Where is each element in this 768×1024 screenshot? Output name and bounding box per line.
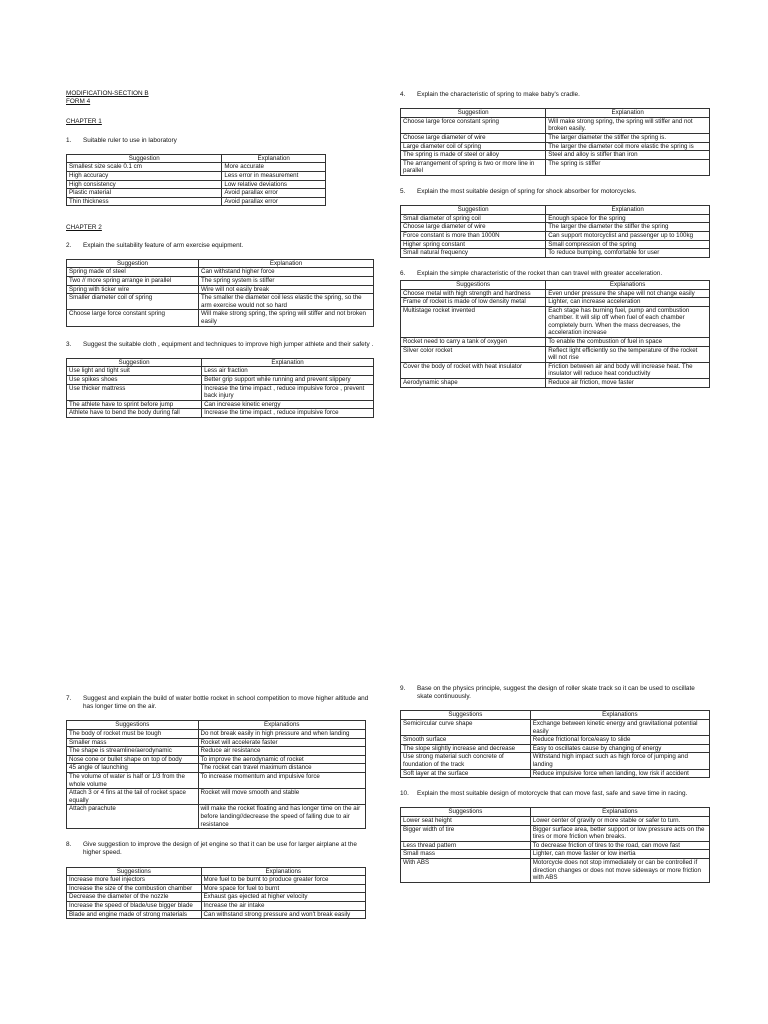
suggestion-cell: Choose metal with high strength and hardness <box>401 289 546 298</box>
question-number: 4. <box>400 91 406 98</box>
table-row <box>67 367 374 376</box>
suggestion-cell: Small natural frequency <box>401 249 546 258</box>
section-header: MODIFICATION-SECTION B <box>66 90 149 97</box>
table-row <box>401 850 710 859</box>
column-header: Suggestion <box>401 206 546 215</box>
suggestion-cell: Smooth surface <box>401 736 531 745</box>
chapter2-heading: CHAPTER 2 <box>66 224 102 232</box>
q5-table <box>400 205 710 258</box>
column-header: Suggestion <box>401 109 546 118</box>
table-row <box>401 816 710 825</box>
table-row <box>401 240 710 249</box>
table-row <box>401 362 710 378</box>
question-text: Suggest the suitable cloth , equipment and techniques to improve high jumper athlete and their safety . <box>83 340 374 348</box>
suggestion-cell: Use spikes shoes <box>67 375 202 384</box>
column-header: Explanations <box>198 721 365 730</box>
table-row <box>401 223 710 232</box>
table-row <box>67 876 366 885</box>
column-header: Suggestion <box>67 154 222 163</box>
question-text: Suggest and explain the build of water bottle rocket in school competition to move higher altitude and has longer time on the air. <box>83 695 369 711</box>
table-row <box>67 189 326 198</box>
suggestion-cell: Frame of rocket is made of low density metal <box>401 298 546 307</box>
suggestion-cell: Large diameter coil of spring <box>401 142 546 151</box>
explanation-cell: Rocket will move smooth and stable <box>198 789 365 805</box>
column-header: Explanations <box>546 280 710 289</box>
table-row <box>67 772 366 788</box>
question-number: 8. <box>66 841 72 849</box>
explanation-cell: Do not break easily in high pressure and when landing <box>198 730 365 739</box>
question-7 <box>66 695 374 711</box>
column-header: Suggestion <box>67 259 199 268</box>
explanation-cell: Reduce impulsive force when landing, low risk if accident <box>530 769 709 778</box>
column-header: Explanations <box>530 711 709 720</box>
left-bottom-column <box>66 695 374 919</box>
table-row <box>401 379 710 388</box>
explanation-cell: To improve the aerodynamic of rocket <box>198 755 365 764</box>
suggestion-cell: Silver color rocket <box>401 346 546 362</box>
question-3 <box>66 341 374 349</box>
explanation-cell: Can increase kinetic energy <box>202 400 374 409</box>
suggestion-cell: 45 angle of launching <box>67 764 199 773</box>
explanation-cell: Steel and alloy is stiffer than iron <box>546 151 710 160</box>
column-header: Explanation <box>222 154 326 163</box>
question-8 <box>66 841 374 857</box>
table-row <box>67 910 366 919</box>
explanation-cell: The spring system is stiffer <box>199 276 374 285</box>
question-text: Explain the suitability feature of arm exercise equipment. <box>83 241 244 249</box>
column-header: Suggestions <box>401 711 531 720</box>
column-header: Explanations <box>530 808 709 817</box>
table-row <box>67 276 374 285</box>
explanation-cell: The larger diameter the stiffer the spring is. <box>546 133 710 142</box>
explanation-cell: Better grip support while running and prevent slippery <box>202 375 374 384</box>
table-row <box>67 180 326 189</box>
suggestion-cell: Aerodynamic shape <box>401 379 546 388</box>
explanation-cell: The spring is stiffer <box>546 159 710 175</box>
table-row <box>67 738 366 747</box>
table-row <box>67 747 366 756</box>
suggestion-cell: Small mass <box>401 850 531 859</box>
table-row <box>67 893 366 902</box>
table-row <box>401 133 710 142</box>
question-text: Suitable ruler to use in laboratory <box>83 136 177 144</box>
suggestion-cell: Attach 3 or 4 fins at the tail of rocket space equally <box>67 789 199 805</box>
right-bottom-column <box>400 685 710 883</box>
suggestion-cell: Use light and tight suit <box>67 367 202 376</box>
table-row <box>401 736 710 745</box>
left-top-column <box>66 90 374 418</box>
table-row <box>67 789 366 805</box>
explanation-cell: Less error in measurement <box>222 172 326 181</box>
explanation-cell: To enable the combustion of fuel in space <box>546 338 710 347</box>
suggestion-cell: Decrease the diameter of the nozzle <box>67 893 202 902</box>
suggestion-cell: Semicircular curve shape <box>401 720 531 736</box>
explanation-cell: will make the rocket floating and has longer time on the air before landing//decrease the speed of falling due to air resistance <box>198 805 365 829</box>
table-row <box>67 755 366 764</box>
suggestion-cell: Athlete have to bend the body during fall <box>67 409 202 418</box>
suggestion-cell: Attach parachute <box>67 805 199 829</box>
suggestion-cell: The volume of water is half or 1/3 from the whole volume <box>67 772 199 788</box>
explanation-cell: Increase the air intake <box>201 901 365 910</box>
explanation-cell: Small compression of the spring <box>546 240 710 249</box>
table-header-row <box>401 109 710 118</box>
explanation-cell: Exhaust gas ejected at higher velocity <box>201 893 365 902</box>
table-row <box>401 338 710 347</box>
column-header: Suggestions <box>67 721 199 730</box>
table-header-row <box>401 711 710 720</box>
table-row <box>67 409 374 418</box>
q8-table <box>66 867 366 920</box>
question-text: Explain the most suitable design of spring for shock absorber for motorcycles. <box>417 187 637 195</box>
explanation-cell: Increase the time impact , reduce impulsive force <box>202 409 374 418</box>
question-text: Explain the simple characteristic of the rocket than can travel with greater acceleration. <box>417 269 663 277</box>
question-10 <box>400 790 710 798</box>
explanation-cell: The larger the diameter the stiffer the spring <box>546 223 710 232</box>
right-top-column <box>400 91 710 388</box>
explanation-cell: The rocket can travel maximum distance <box>198 764 365 773</box>
column-header: Explanations <box>201 867 365 876</box>
explanation-cell: Can withstand strong pressure and won't break easily <box>201 910 365 919</box>
explanation-cell: Exchange between kinetic energy and gravitational potential easily <box>530 720 709 736</box>
table-row <box>67 400 374 409</box>
explanation-cell: Will make strong spring, the spring will stiffer and not broken easily. <box>546 117 710 133</box>
table-row <box>67 163 326 172</box>
explanation-cell: Can support motorcyclist and passenger up to 100kg <box>546 231 710 240</box>
explanation-cell: Wire will not easily break <box>199 285 374 294</box>
table-header-row <box>401 808 710 817</box>
explanation-cell: Less air fraction <box>202 367 374 376</box>
table-row <box>67 805 366 829</box>
explanation-cell: Reduce air friction, move faster <box>546 379 710 388</box>
suggestion-cell: Blade and engine made of strong materials <box>67 910 202 919</box>
suggestion-cell: High consistency <box>67 180 222 189</box>
explanation-cell: Reflect light efficiently so the temperature of the rocket will not rise <box>546 346 710 362</box>
question-number: 5. <box>400 187 406 195</box>
suggestion-cell: Choose large force constant spring <box>401 117 546 133</box>
suggestion-cell: Small diameter of spring coil <box>401 214 546 223</box>
explanation-cell: Avoid parallax error <box>222 197 326 206</box>
explanation-cell: Easy to oscillates cause by changing of energy <box>530 744 709 753</box>
q7-table <box>66 720 366 829</box>
suggestion-cell: Higher spring constant <box>401 240 546 249</box>
table-header-row <box>401 206 710 215</box>
suggestion-cell: Less thread pattern <box>401 841 531 850</box>
explanation-cell: Bigger surface area, better support or low pressure acts on the tires or more friction when breaks. <box>530 825 709 841</box>
table-row <box>401 151 710 160</box>
table-row <box>401 214 710 223</box>
suggestion-cell: Soft layer at the surface <box>401 769 531 778</box>
question-number: 1. <box>66 136 72 144</box>
q3-table <box>66 358 374 418</box>
suggestion-cell: With ABS <box>401 858 531 882</box>
column-header: Explanation <box>546 109 710 118</box>
suggestion-cell: Nose cone or bullet shape on top of body <box>67 755 199 764</box>
table-row <box>401 841 710 850</box>
explanation-cell: Reduce air resistance <box>198 747 365 756</box>
suggestion-cell: Increase more fuel injectors <box>67 876 202 885</box>
explanation-cell: Increase the time impact , reduce impulsive force , prevent back injury <box>202 384 374 400</box>
table-row <box>401 346 710 362</box>
question-number: 10. <box>400 790 409 798</box>
suggestion-cell: Smallest size scale 0.1 cm <box>67 163 222 172</box>
suggestion-cell: Choose large diameter of wire <box>401 133 546 142</box>
table-row <box>401 769 710 778</box>
question-text: Explain the characteristic of spring to make baby's cradle. <box>417 91 580 98</box>
explanation-cell: More fuel to be burnt to produce greater force <box>201 876 365 885</box>
table-header-row <box>67 259 374 268</box>
suggestion-cell: Choose large diameter of wire <box>401 223 546 232</box>
table-row <box>67 285 374 294</box>
column-header: Suggestions <box>401 808 531 817</box>
question-number: 6. <box>400 269 406 277</box>
table-row <box>401 289 710 298</box>
table-header-row <box>67 867 366 876</box>
column-header: Suggestions <box>401 280 546 289</box>
table-header-row <box>401 280 710 289</box>
question-number: 7. <box>66 695 72 702</box>
question-1 <box>66 137 374 145</box>
table-row <box>67 384 374 400</box>
column-header: Explanation <box>199 259 374 268</box>
question-2 <box>66 242 374 250</box>
explanation-cell: Enough space for the spring <box>546 214 710 223</box>
suggestion-cell: Increase the size of the combustion chamber <box>67 884 202 893</box>
table-row <box>401 720 710 736</box>
explanation-cell: Reduce frictional force/easy to slide <box>530 736 709 745</box>
column-header: Explanation <box>202 358 374 367</box>
q10-table <box>400 807 710 882</box>
suggestion-cell: Choose large force constant spring <box>67 310 199 326</box>
question-5 <box>400 188 710 196</box>
table-row <box>67 764 366 773</box>
explanation-cell: Each stage has burning fuel, pump and combustion chamber. It will slip off when fuel of each chamber completely burn. When the mass decreases, the acceleration increase <box>546 306 710 337</box>
suggestion-cell: Cover the body of rocket with heat insulator <box>401 362 546 378</box>
table-row <box>67 884 366 893</box>
question-number: 2. <box>66 241 72 249</box>
suggestion-cell: Plastic material <box>67 189 222 198</box>
table-row <box>67 294 374 310</box>
question-text: Base on the physics principle, suggest the design of roller skate track so it can be used to oscillate skate continuously. <box>417 685 695 701</box>
q4-table <box>400 108 710 176</box>
table-header-row <box>67 721 366 730</box>
explanation-cell: More accurate <box>222 163 326 172</box>
suggestion-cell: Spring with ticker wire <box>67 285 199 294</box>
table-row <box>67 901 366 910</box>
table-header-row <box>67 358 374 367</box>
explanation-cell: Low relative deviations <box>222 180 326 189</box>
table-row <box>67 268 374 277</box>
question-4 <box>400 91 710 99</box>
question-text: Explain the most suitable design of motorcycle that can move fast, safe and save time in racing. <box>417 790 688 798</box>
explanation-cell: More space for fuel to burnt <box>201 884 365 893</box>
q2-table <box>66 259 374 327</box>
table-row <box>401 744 710 753</box>
table-row <box>67 172 326 181</box>
column-header: Suggestion <box>67 358 202 367</box>
table-row <box>67 730 366 739</box>
suggestion-cell: Smaller diameter coil of spring <box>67 294 199 310</box>
explanation-cell: Will make strong spring, the spring will stiffer and not broken easily <box>199 310 374 326</box>
suggestion-cell: Rocket need to carry a tank of oxygen <box>401 338 546 347</box>
table-row <box>401 858 710 882</box>
table-header-row <box>67 154 326 163</box>
explanation-cell: The larger the diameter coil more elastic the spring is <box>546 142 710 151</box>
suggestion-cell: Use strong material such concrete of foundation of the track <box>401 753 531 769</box>
table-row <box>67 375 374 384</box>
column-header: Explanation <box>546 206 710 215</box>
question-6 <box>400 270 710 278</box>
explanation-cell: Lighter, can increase acceleration <box>546 298 710 307</box>
explanation-cell: The smaller the diameter coil less elastic the spring, so the arm exercise would not so hard <box>199 294 374 310</box>
explanation-cell: To decrease friction of tires to the road, can move fast <box>530 841 709 850</box>
suggestion-cell: Two // more spring arrange in parallel <box>67 276 199 285</box>
suggestion-cell: Multistage rocket invented <box>401 306 546 337</box>
suggestion-cell: The shape is streamline/aerodynamic <box>67 747 199 756</box>
explanation-cell: Even under pressure the shape will not change easily <box>546 289 710 298</box>
q6-table <box>400 280 710 388</box>
table-row <box>401 825 710 841</box>
suggestion-cell: The athlete have to sprint before jump <box>67 400 202 409</box>
suggestion-cell: The slope slightly increase and decrease <box>401 744 531 753</box>
table-row <box>401 298 710 307</box>
suggestion-cell: Increase the speed of blade/use bigger blade <box>67 901 202 910</box>
suggestion-cell: Spring made of steel <box>67 268 199 277</box>
explanation-cell: Withstand high impact such as high force of jumping and landing <box>530 753 709 769</box>
suggestion-cell: Thin thickness <box>67 197 222 206</box>
column-header: Suggestions <box>67 867 202 876</box>
question-number: 3. <box>66 340 72 348</box>
explanation-cell: Lower center of gravity or more stable or safer to turn. <box>530 816 709 825</box>
explanation-cell: To increase momentum and impulsive force <box>198 772 365 788</box>
q1-table <box>66 154 326 207</box>
table-row <box>401 249 710 258</box>
explanation-cell: To reduce bumping, comfortable for user <box>546 249 710 258</box>
suggestion-cell: Smaller mass <box>67 738 199 747</box>
explanation-cell: Avoid parallax error <box>222 189 326 198</box>
explanation-cell: Rocket will accelerate faster <box>198 738 365 747</box>
chapter1-heading: CHAPTER 1 <box>66 118 102 126</box>
table-row <box>401 142 710 151</box>
suggestion-cell: Bigger width of tire <box>401 825 531 841</box>
table-row <box>401 753 710 769</box>
question-9 <box>400 685 710 701</box>
table-row <box>401 117 710 133</box>
explanation-cell: Lighter, can move faster or low inertia <box>530 850 709 859</box>
suggestion-cell: Force constant is more than 1000N <box>401 231 546 240</box>
suggestion-cell: The spring is made of steel or alloy <box>401 151 546 160</box>
suggestion-cell: High accuracy <box>67 172 222 181</box>
suggestion-cell: Use thicker mattress <box>67 384 202 400</box>
explanation-cell: Friction between air and body will increase heat. The insulator will reduce heat conductivity <box>546 362 710 378</box>
explanation-cell: Motorcycle does not stop immediately or can be controlled if direction changes or does not move sideways or more friction with ABS <box>530 858 709 882</box>
suggestion-cell: The body of rocket must be tough <box>67 730 199 739</box>
q9-table <box>400 710 710 778</box>
table-row <box>401 159 710 175</box>
question-number: 9. <box>400 685 406 692</box>
table-row <box>67 310 374 326</box>
form-header: FORM 4 <box>66 98 91 106</box>
question-text: Give suggestion to improve the design of jet engine so that it can be use for larger airplane at the higher speed. <box>83 841 357 857</box>
table-row <box>401 306 710 337</box>
suggestion-cell: Lower seat height <box>401 816 531 825</box>
suggestion-cell: The arrangement of spring is two or more line in parallel <box>401 159 546 175</box>
table-row <box>67 197 326 206</box>
explanation-cell: Can withstand higher force <box>199 268 374 277</box>
table-row <box>401 231 710 240</box>
